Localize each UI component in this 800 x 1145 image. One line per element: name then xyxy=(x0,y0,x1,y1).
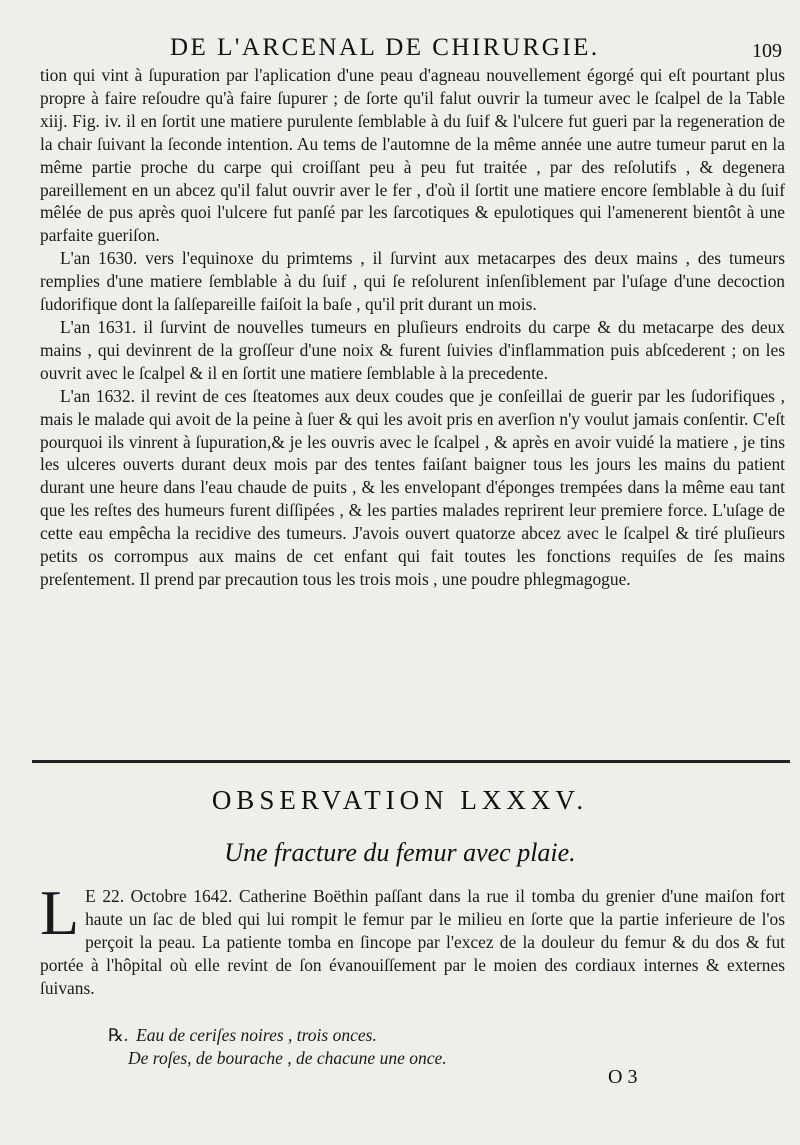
observation-paragraph: E 22. Octobre 1642. Catherine Boëthin paſſant dans la rue il tomba du grenier d'une maiſon fort haute un ſac de bled qui lui rompit le femur par le milieu en ſorte que la partie inferieure de l'os perçoit la peau. La patiente tomba en ſincope par l'excez de la douleur du femur & du dos & fut portée à l'hôpital où elle revint de ſon évanouiſſement par le moien des cordiaux internes & externes ſuivans. xyxy=(40,886,785,998)
recipe xyxy=(108,1024,528,1070)
page-number: 109 xyxy=(752,40,782,62)
observation-subtitle: Une fracture du femur avec plaie. xyxy=(224,838,576,867)
drop-cap: L xyxy=(40,877,80,948)
recipe-symbol: ℞. xyxy=(108,1025,129,1045)
section-divider xyxy=(32,760,790,763)
running-title: DE L'ARCENAL DE CHIRURGIE. xyxy=(170,34,600,61)
running-head xyxy=(0,34,800,64)
paragraph-2: L'an 1630. vers l'equinoxe du primtems , il ſurvint aux metacarpes des deux mains , des tumeurs remplies d'une matiere ſemblable à du ſuif , qui ſe reſolurent inſenſiblement par l'uſage d'une decoction ſudorifique dont la ſalſepareille faiſoit la baſe , qu'il prit durant un mois. xyxy=(40,248,785,315)
recipe-line-1 xyxy=(108,1024,528,1047)
paragraph-4: L'an 1632. il revint de ces ſteatomes aux deux coudes que je conſeillai de guerir par les ſudorifiques , mais le malade qui avoit de la peine à ſuer & qui les avoit pris en averſion n'y voulut jamais conſentir. C'eſt pourquoi ils vinrent à ſupuration,& je les ouvris avec le ſcalpel , & après en avoir vuidé la matiere , je tins les ulceres ouverts durant deux mois par des tentes faiſant baigner tous les jours les mains du patient durant une heure dans l'eau chaude de puits , & les envelopant d'éponges trempées dans la même eau tant que les reſtes des humeurs furent diſſipées , & les parties malades reprirent leur premiere force. L'uſage de cette eau empêcha la recidive des tumeurs. J'avois ouvert quatorze abcez avec le ſcalpel & tiré pluſieurs petits os corrompus aux mains de cet enfant qui fait toutes les fonctions requiſes de ſes mains preſentement. Il prend par precaution tous les trois mois , une poudre phlegmagogue. xyxy=(40,385,785,589)
body-text xyxy=(40,64,785,591)
paragraph-1: tion qui vint à ſupuration par l'aplication d'une peau d'agneau nouvellement égorgé qui eſt pourtant plus propre à faire reſoudre qu'à faire ſupurer ; de ſorte qu'il falut ouvrir la tumeur avec le ſcalpel de la Table xiij. Fig. iv. il en ſortit une matiere purulente ſemblable à du ſuif & l'ulcere fut gueri par la regeneration de la chair ſuivant la ſeconde intention. Au tems de l'automne de la même année une autre tumeur parut en la même partie proche du carpe qui croiſſant peu à peu fut traitée , par des reſolutifs , & degenera pareillement en un abcez qu'il falut ouvrir aver le fer , d'où il ſortit une matiere encore ſemblable à du ſuif mêlée de pus après quoi l'ulcere fut panſé par les ſarcotiques & epulotiques qui l'amenerent bientôt à une parfaite gueriſon. xyxy=(40,65,785,246)
recipe-line-1-text: Eau de ceriſes noires , trois onces. xyxy=(136,1025,377,1045)
signature-mark: O 3 xyxy=(608,1066,638,1088)
recipe-line-2: De roſes, de bourache , de chacune une once. xyxy=(128,1048,447,1068)
paragraph-3: L'an 1631. il ſurvint de nouvelles tumeurs en pluſieurs endroits du carpe & du metacarpe des deux mains , qui devinrent de la groſſeur d'une noix & furent ſuivies d'inflammation puis abſcederent ; on les ouvrit avec le ſcalpel & il en ſortit une matiere ſemblable à la precedente. xyxy=(40,316,785,383)
observation-heading: OBSERVATION LXXXV. xyxy=(211,785,589,815)
observation-text xyxy=(40,877,785,1000)
